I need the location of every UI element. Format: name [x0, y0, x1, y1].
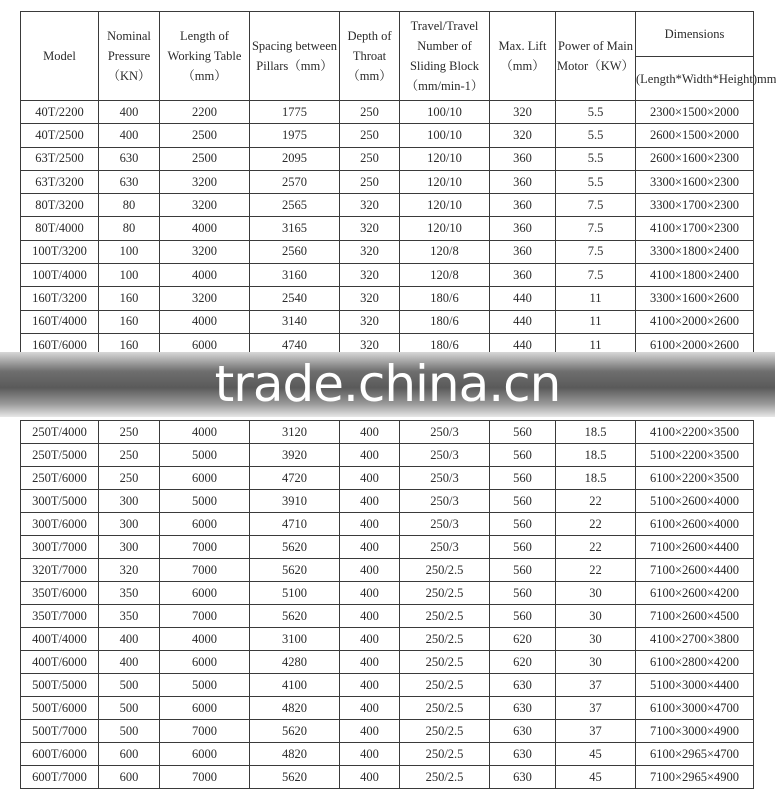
cell-spacing-pillars: 5620 [250, 559, 340, 582]
table-row [21, 240, 754, 263]
cell-power-main-motor: 18.5 [556, 467, 636, 490]
cell-travel-number: 120/8 [400, 264, 490, 287]
cell-travel-number: 180/6 [400, 310, 490, 333]
table-row [21, 264, 754, 287]
cell-spacing-pillars: 5620 [250, 605, 340, 628]
cell-depth-throat: 400 [340, 536, 400, 559]
cell-depth-throat: 400 [340, 582, 400, 605]
cell-nominal-pressure: 80 [99, 217, 160, 240]
cell-nominal-pressure: 160 [99, 310, 160, 333]
table-row [21, 194, 754, 217]
cell-travel-number: 250/3 [400, 513, 490, 536]
cell-length-working-table: 4000 [160, 628, 250, 651]
table-row [21, 217, 754, 240]
cell-max-lift: 360 [490, 194, 556, 217]
cell-power-main-motor: 7.5 [556, 217, 636, 240]
cell-model: 80T/3200 [21, 194, 99, 217]
cell-depth-throat: 400 [340, 766, 400, 789]
cell-travel-number: 250/2.5 [400, 651, 490, 674]
cell-max-lift: 630 [490, 674, 556, 697]
cell-max-lift: 360 [490, 170, 556, 193]
cell-spacing-pillars: 2540 [250, 287, 340, 310]
cell-power-main-motor: 22 [556, 536, 636, 559]
cell-dimensions: 7100×3000×4900 [636, 720, 754, 743]
cell-length-working-table: 3200 [160, 194, 250, 217]
cell-power-main-motor: 37 [556, 697, 636, 720]
cell-depth-throat: 400 [340, 743, 400, 766]
cell-depth-throat: 400 [340, 651, 400, 674]
cell-dimensions: 2600×1500×2000 [636, 124, 754, 147]
cell-power-main-motor: 11 [556, 310, 636, 333]
cell-power-main-motor: 5.5 [556, 147, 636, 170]
header-spacing-pillars: Spacing between Pillars（mm） [250, 12, 340, 101]
cell-length-working-table: 7000 [160, 536, 250, 559]
cell-travel-number: 250/3 [400, 421, 490, 444]
cell-max-lift: 630 [490, 697, 556, 720]
cell-travel-number: 250/2.5 [400, 605, 490, 628]
cell-length-working-table: 6000 [160, 513, 250, 536]
cell-length-working-table: 4000 [160, 421, 250, 444]
cell-spacing-pillars: 5620 [250, 766, 340, 789]
cell-depth-throat: 250 [340, 170, 400, 193]
table-row [21, 559, 754, 582]
cell-travel-number: 100/10 [400, 101, 490, 124]
cell-max-lift: 440 [490, 333, 556, 356]
cell-length-working-table: 7000 [160, 559, 250, 582]
cell-length-working-table: 4000 [160, 310, 250, 333]
cell-dimensions: 3300×1800×2400 [636, 240, 754, 263]
cell-nominal-pressure: 630 [99, 170, 160, 193]
cell-depth-throat: 320 [340, 264, 400, 287]
cell-model: 250T/6000 [21, 467, 99, 490]
cell-spacing-pillars: 2560 [250, 240, 340, 263]
cell-travel-number: 250/2.5 [400, 766, 490, 789]
cell-model: 250T/4000 [21, 421, 99, 444]
table-row [21, 287, 754, 310]
cell-max-lift: 630 [490, 766, 556, 789]
cell-power-main-motor: 30 [556, 628, 636, 651]
cell-power-main-motor: 5.5 [556, 170, 636, 193]
cell-length-working-table: 4000 [160, 217, 250, 240]
cell-length-working-table: 5000 [160, 674, 250, 697]
cell-nominal-pressure: 350 [99, 605, 160, 628]
header-power-main-motor: Power of Main Motor（KW） [556, 12, 636, 101]
table-row [21, 743, 754, 766]
cell-power-main-motor: 37 [556, 674, 636, 697]
cell-travel-number: 250/2.5 [400, 628, 490, 651]
cell-dimensions: 4100×1700×2300 [636, 217, 754, 240]
cell-travel-number: 180/6 [400, 287, 490, 310]
spec-table-top [20, 11, 776, 357]
cell-power-main-motor: 11 [556, 333, 636, 356]
cell-spacing-pillars: 2095 [250, 147, 340, 170]
cell-travel-number: 120/10 [400, 217, 490, 240]
cell-travel-number: 250/3 [400, 490, 490, 513]
table-row [21, 697, 754, 720]
table-row [21, 467, 754, 490]
cell-depth-throat: 400 [340, 628, 400, 651]
header-dimensions: Dimensions [636, 12, 754, 57]
cell-dimensions: 6100×2000×2600 [636, 333, 754, 356]
cell-depth-throat: 400 [340, 467, 400, 490]
spec-table-bottom [20, 420, 754, 789]
cell-length-working-table: 6000 [160, 467, 250, 490]
cell-nominal-pressure: 400 [99, 124, 160, 147]
cell-model: 160T/6000 [21, 333, 99, 356]
cell-dimensions: 6100×2800×4200 [636, 651, 754, 674]
cell-model: 40T/2500 [21, 124, 99, 147]
table-row [21, 147, 754, 170]
table-row [21, 421, 754, 444]
cell-max-lift: 560 [490, 421, 556, 444]
cell-max-lift: 560 [490, 559, 556, 582]
cell-travel-number: 120/10 [400, 147, 490, 170]
cell-nominal-pressure: 100 [99, 240, 160, 263]
cell-dimensions: 4100×2000×2600 [636, 310, 754, 333]
cell-max-lift: 360 [490, 147, 556, 170]
cell-travel-number: 250/2.5 [400, 559, 490, 582]
cell-length-working-table: 3200 [160, 240, 250, 263]
cell-dimensions: 4100×1800×2400 [636, 264, 754, 287]
header-max-lift: Max. Lift（mm） [490, 12, 556, 101]
cell-nominal-pressure: 500 [99, 720, 160, 743]
cell-length-working-table: 7000 [160, 605, 250, 628]
cell-travel-number: 250/3 [400, 467, 490, 490]
header-model: Model [21, 12, 99, 101]
cell-nominal-pressure: 320 [99, 559, 160, 582]
cell-model: 63T/3200 [21, 170, 99, 193]
cell-nominal-pressure: 400 [99, 651, 160, 674]
cell-dimensions: 7100×2965×4900 [636, 766, 754, 789]
cell-spacing-pillars: 2565 [250, 194, 340, 217]
cell-dimensions: 6100×2200×3500 [636, 467, 754, 490]
cell-spacing-pillars: 3120 [250, 421, 340, 444]
cell-nominal-pressure: 630 [99, 147, 160, 170]
cell-length-working-table: 5000 [160, 490, 250, 513]
cell-depth-throat: 400 [340, 697, 400, 720]
cell-model: 500T/6000 [21, 697, 99, 720]
table-row [21, 310, 754, 333]
cell-nominal-pressure: 80 [99, 194, 160, 217]
cell-travel-number: 250/3 [400, 444, 490, 467]
cell-dimensions: 5100×2600×4000 [636, 490, 754, 513]
table-row [21, 605, 754, 628]
cell-spacing-pillars: 4740 [250, 333, 340, 356]
cell-travel-number: 250/3 [400, 536, 490, 559]
cell-power-main-motor: 45 [556, 766, 636, 789]
cell-spacing-pillars: 3100 [250, 628, 340, 651]
cell-power-main-motor: 11 [556, 287, 636, 310]
cell-max-lift: 360 [490, 240, 556, 263]
header-depth-throat: Depth of Throat（mm） [340, 12, 400, 101]
cell-dimensions: 4100×2700×3800 [636, 628, 754, 651]
cell-model: 100T/3200 [21, 240, 99, 263]
header-length-working-table: Length of Working Table（mm） [160, 12, 250, 101]
table-row [21, 101, 754, 124]
cell-power-main-motor: 7.5 [556, 264, 636, 287]
cell-spacing-pillars: 5620 [250, 536, 340, 559]
cell-spacing-pillars: 4720 [250, 467, 340, 490]
cell-travel-number: 250/2.5 [400, 720, 490, 743]
cell-model: 500T/7000 [21, 720, 99, 743]
table-row [21, 124, 754, 147]
table-row [21, 651, 754, 674]
cell-max-lift: 620 [490, 628, 556, 651]
cell-dimensions: 6100×2965×4700 [636, 743, 754, 766]
cell-length-working-table: 6000 [160, 333, 250, 356]
cell-spacing-pillars: 3910 [250, 490, 340, 513]
cell-max-lift: 620 [490, 651, 556, 674]
cell-travel-number: 100/10 [400, 124, 490, 147]
cell-power-main-motor: 30 [556, 651, 636, 674]
cell-model: 63T/2500 [21, 147, 99, 170]
cell-nominal-pressure: 300 [99, 536, 160, 559]
cell-travel-number: 120/8 [400, 240, 490, 263]
cell-depth-throat: 250 [340, 147, 400, 170]
cell-nominal-pressure: 250 [99, 444, 160, 467]
cell-dimensions: 7100×2600×4400 [636, 536, 754, 559]
cell-dimensions: 4100×2200×3500 [636, 421, 754, 444]
cell-model: 160T/4000 [21, 310, 99, 333]
cell-depth-throat: 250 [340, 124, 400, 147]
cell-nominal-pressure: 250 [99, 467, 160, 490]
cell-model: 160T/3200 [21, 287, 99, 310]
cell-depth-throat: 320 [340, 194, 400, 217]
table-row [21, 582, 754, 605]
cell-nominal-pressure: 600 [99, 743, 160, 766]
cell-power-main-motor: 30 [556, 605, 636, 628]
cell-model: 350T/6000 [21, 582, 99, 605]
cell-max-lift: 320 [490, 101, 556, 124]
cell-length-working-table: 2200 [160, 101, 250, 124]
cell-depth-throat: 320 [340, 287, 400, 310]
cell-model: 80T/4000 [21, 217, 99, 240]
cell-dimensions: 6100×2600×4200 [636, 582, 754, 605]
cell-max-lift: 360 [490, 217, 556, 240]
cell-power-main-motor: 30 [556, 582, 636, 605]
cell-max-lift: 560 [490, 490, 556, 513]
cell-model: 320T/7000 [21, 559, 99, 582]
cell-travel-number: 120/10 [400, 194, 490, 217]
cell-length-working-table: 3200 [160, 287, 250, 310]
table-row [21, 674, 754, 697]
cell-dimensions: 6100×2600×4000 [636, 513, 754, 536]
cell-spacing-pillars: 4710 [250, 513, 340, 536]
cell-model: 300T/5000 [21, 490, 99, 513]
table-row [21, 444, 754, 467]
cell-length-working-table: 4000 [160, 264, 250, 287]
cell-dimensions: 7100×2600×4400 [636, 559, 754, 582]
cell-spacing-pillars: 3920 [250, 444, 340, 467]
cell-nominal-pressure: 500 [99, 697, 160, 720]
spec-table-top-body [21, 101, 754, 357]
cell-depth-throat: 320 [340, 217, 400, 240]
cell-max-lift: 440 [490, 310, 556, 333]
cell-nominal-pressure: 400 [99, 101, 160, 124]
cell-model: 500T/5000 [21, 674, 99, 697]
cell-model: 600T/6000 [21, 743, 99, 766]
cell-spacing-pillars: 3140 [250, 310, 340, 333]
cell-power-main-motor: 5.5 [556, 124, 636, 147]
cell-travel-number: 250/2.5 [400, 582, 490, 605]
cell-max-lift: 560 [490, 467, 556, 490]
cell-dimensions: 3300×1600×2600 [636, 287, 754, 310]
cell-max-lift: 560 [490, 536, 556, 559]
cell-max-lift: 320 [490, 124, 556, 147]
cell-dimensions: 3300×1700×2300 [636, 194, 754, 217]
watermark-text: trade.china.cn [214, 355, 561, 413]
cell-max-lift: 560 [490, 582, 556, 605]
cell-nominal-pressure: 300 [99, 490, 160, 513]
cell-spacing-pillars: 4100 [250, 674, 340, 697]
cell-max-lift: 630 [490, 743, 556, 766]
cell-length-working-table: 6000 [160, 582, 250, 605]
cell-max-lift: 560 [490, 513, 556, 536]
cell-model: 250T/5000 [21, 444, 99, 467]
cell-travel-number: 120/10 [400, 170, 490, 193]
cell-max-lift: 560 [490, 444, 556, 467]
cell-depth-throat: 400 [340, 444, 400, 467]
cell-max-lift: 630 [490, 720, 556, 743]
cell-power-main-motor: 37 [556, 720, 636, 743]
cell-dimensions: 2300×1500×2000 [636, 101, 754, 124]
cell-max-lift: 360 [490, 264, 556, 287]
cell-max-lift: 560 [490, 605, 556, 628]
cell-length-working-table: 2500 [160, 124, 250, 147]
cell-length-working-table: 6000 [160, 697, 250, 720]
cell-length-working-table: 6000 [160, 743, 250, 766]
cell-depth-throat: 400 [340, 490, 400, 513]
cell-dimensions: 3300×1600×2300 [636, 170, 754, 193]
cell-spacing-pillars: 3165 [250, 217, 340, 240]
cell-depth-throat: 320 [340, 240, 400, 263]
cell-dimensions: 5100×2200×3500 [636, 444, 754, 467]
cell-model: 300T/7000 [21, 536, 99, 559]
cell-power-main-motor: 45 [556, 743, 636, 766]
cell-length-working-table: 6000 [160, 651, 250, 674]
cell-depth-throat: 400 [340, 559, 400, 582]
cell-spacing-pillars: 5620 [250, 720, 340, 743]
table-row [21, 490, 754, 513]
table-row [21, 170, 754, 193]
cell-spacing-pillars: 4820 [250, 743, 340, 766]
cell-length-working-table: 7000 [160, 720, 250, 743]
cell-power-main-motor: 5.5 [556, 101, 636, 124]
cell-nominal-pressure: 160 [99, 333, 160, 356]
cell-depth-throat: 320 [340, 310, 400, 333]
cell-nominal-pressure: 600 [99, 766, 160, 789]
cell-length-working-table: 5000 [160, 444, 250, 467]
cell-model: 300T/6000 [21, 513, 99, 536]
cell-spacing-pillars: 4820 [250, 697, 340, 720]
header-dimensions-sub: (Length*Width*Height)mm [636, 57, 754, 101]
cell-model: 40T/2200 [21, 101, 99, 124]
header-nominal-pressure: Nominal Pressure（KN） [99, 12, 160, 101]
cell-length-working-table: 7000 [160, 766, 250, 789]
cell-nominal-pressure: 500 [99, 674, 160, 697]
cell-dimensions: 2600×1600×2300 [636, 147, 754, 170]
cell-spacing-pillars: 5100 [250, 582, 340, 605]
cell-depth-throat: 400 [340, 513, 400, 536]
cell-model: 400T/4000 [21, 628, 99, 651]
table-row [21, 536, 754, 559]
table-row [21, 766, 754, 789]
cell-nominal-pressure: 350 [99, 582, 160, 605]
cell-model: 400T/6000 [21, 651, 99, 674]
table-row [21, 513, 754, 536]
cell-dimensions: 5100×3000×4400 [636, 674, 754, 697]
header-travel-number: Travel/Travel Number of Sliding Block（mm/min-1） [400, 12, 490, 101]
cell-length-working-table: 3200 [160, 170, 250, 193]
cell-model: 350T/7000 [21, 605, 99, 628]
cell-nominal-pressure: 100 [99, 264, 160, 287]
cell-travel-number: 180/6 [400, 333, 490, 356]
table-row [21, 720, 754, 743]
cell-nominal-pressure: 400 [99, 628, 160, 651]
cell-power-main-motor: 18.5 [556, 421, 636, 444]
cell-power-main-motor: 22 [556, 559, 636, 582]
cell-spacing-pillars: 3160 [250, 264, 340, 287]
cell-power-main-motor: 18.5 [556, 444, 636, 467]
cell-depth-throat: 400 [340, 605, 400, 628]
cell-dimensions: 7100×2600×4500 [636, 605, 754, 628]
cell-spacing-pillars: 4280 [250, 651, 340, 674]
cell-power-main-motor: 7.5 [556, 240, 636, 263]
cell-depth-throat: 400 [340, 421, 400, 444]
cell-depth-throat: 400 [340, 674, 400, 697]
cell-depth-throat: 250 [340, 101, 400, 124]
cell-depth-throat: 320 [340, 333, 400, 356]
cell-power-main-motor: 22 [556, 513, 636, 536]
cell-nominal-pressure: 300 [99, 513, 160, 536]
cell-spacing-pillars: 1975 [250, 124, 340, 147]
cell-nominal-pressure: 250 [99, 421, 160, 444]
cell-travel-number: 250/2.5 [400, 674, 490, 697]
cell-power-main-motor: 7.5 [556, 194, 636, 217]
cell-model: 100T/4000 [21, 264, 99, 287]
cell-max-lift: 440 [490, 287, 556, 310]
cell-power-main-motor: 22 [556, 490, 636, 513]
cell-dimensions: 6100×3000×4700 [636, 697, 754, 720]
cell-depth-throat: 400 [340, 720, 400, 743]
table-row [21, 628, 754, 651]
cell-spacing-pillars: 2570 [250, 170, 340, 193]
cell-model: 600T/7000 [21, 766, 99, 789]
cell-travel-number: 250/2.5 [400, 743, 490, 766]
cell-spacing-pillars: 1775 [250, 101, 340, 124]
cell-nominal-pressure: 160 [99, 287, 160, 310]
cell-length-working-table: 2500 [160, 147, 250, 170]
spec-table-bottom-body [21, 421, 754, 789]
cell-travel-number: 250/2.5 [400, 697, 490, 720]
